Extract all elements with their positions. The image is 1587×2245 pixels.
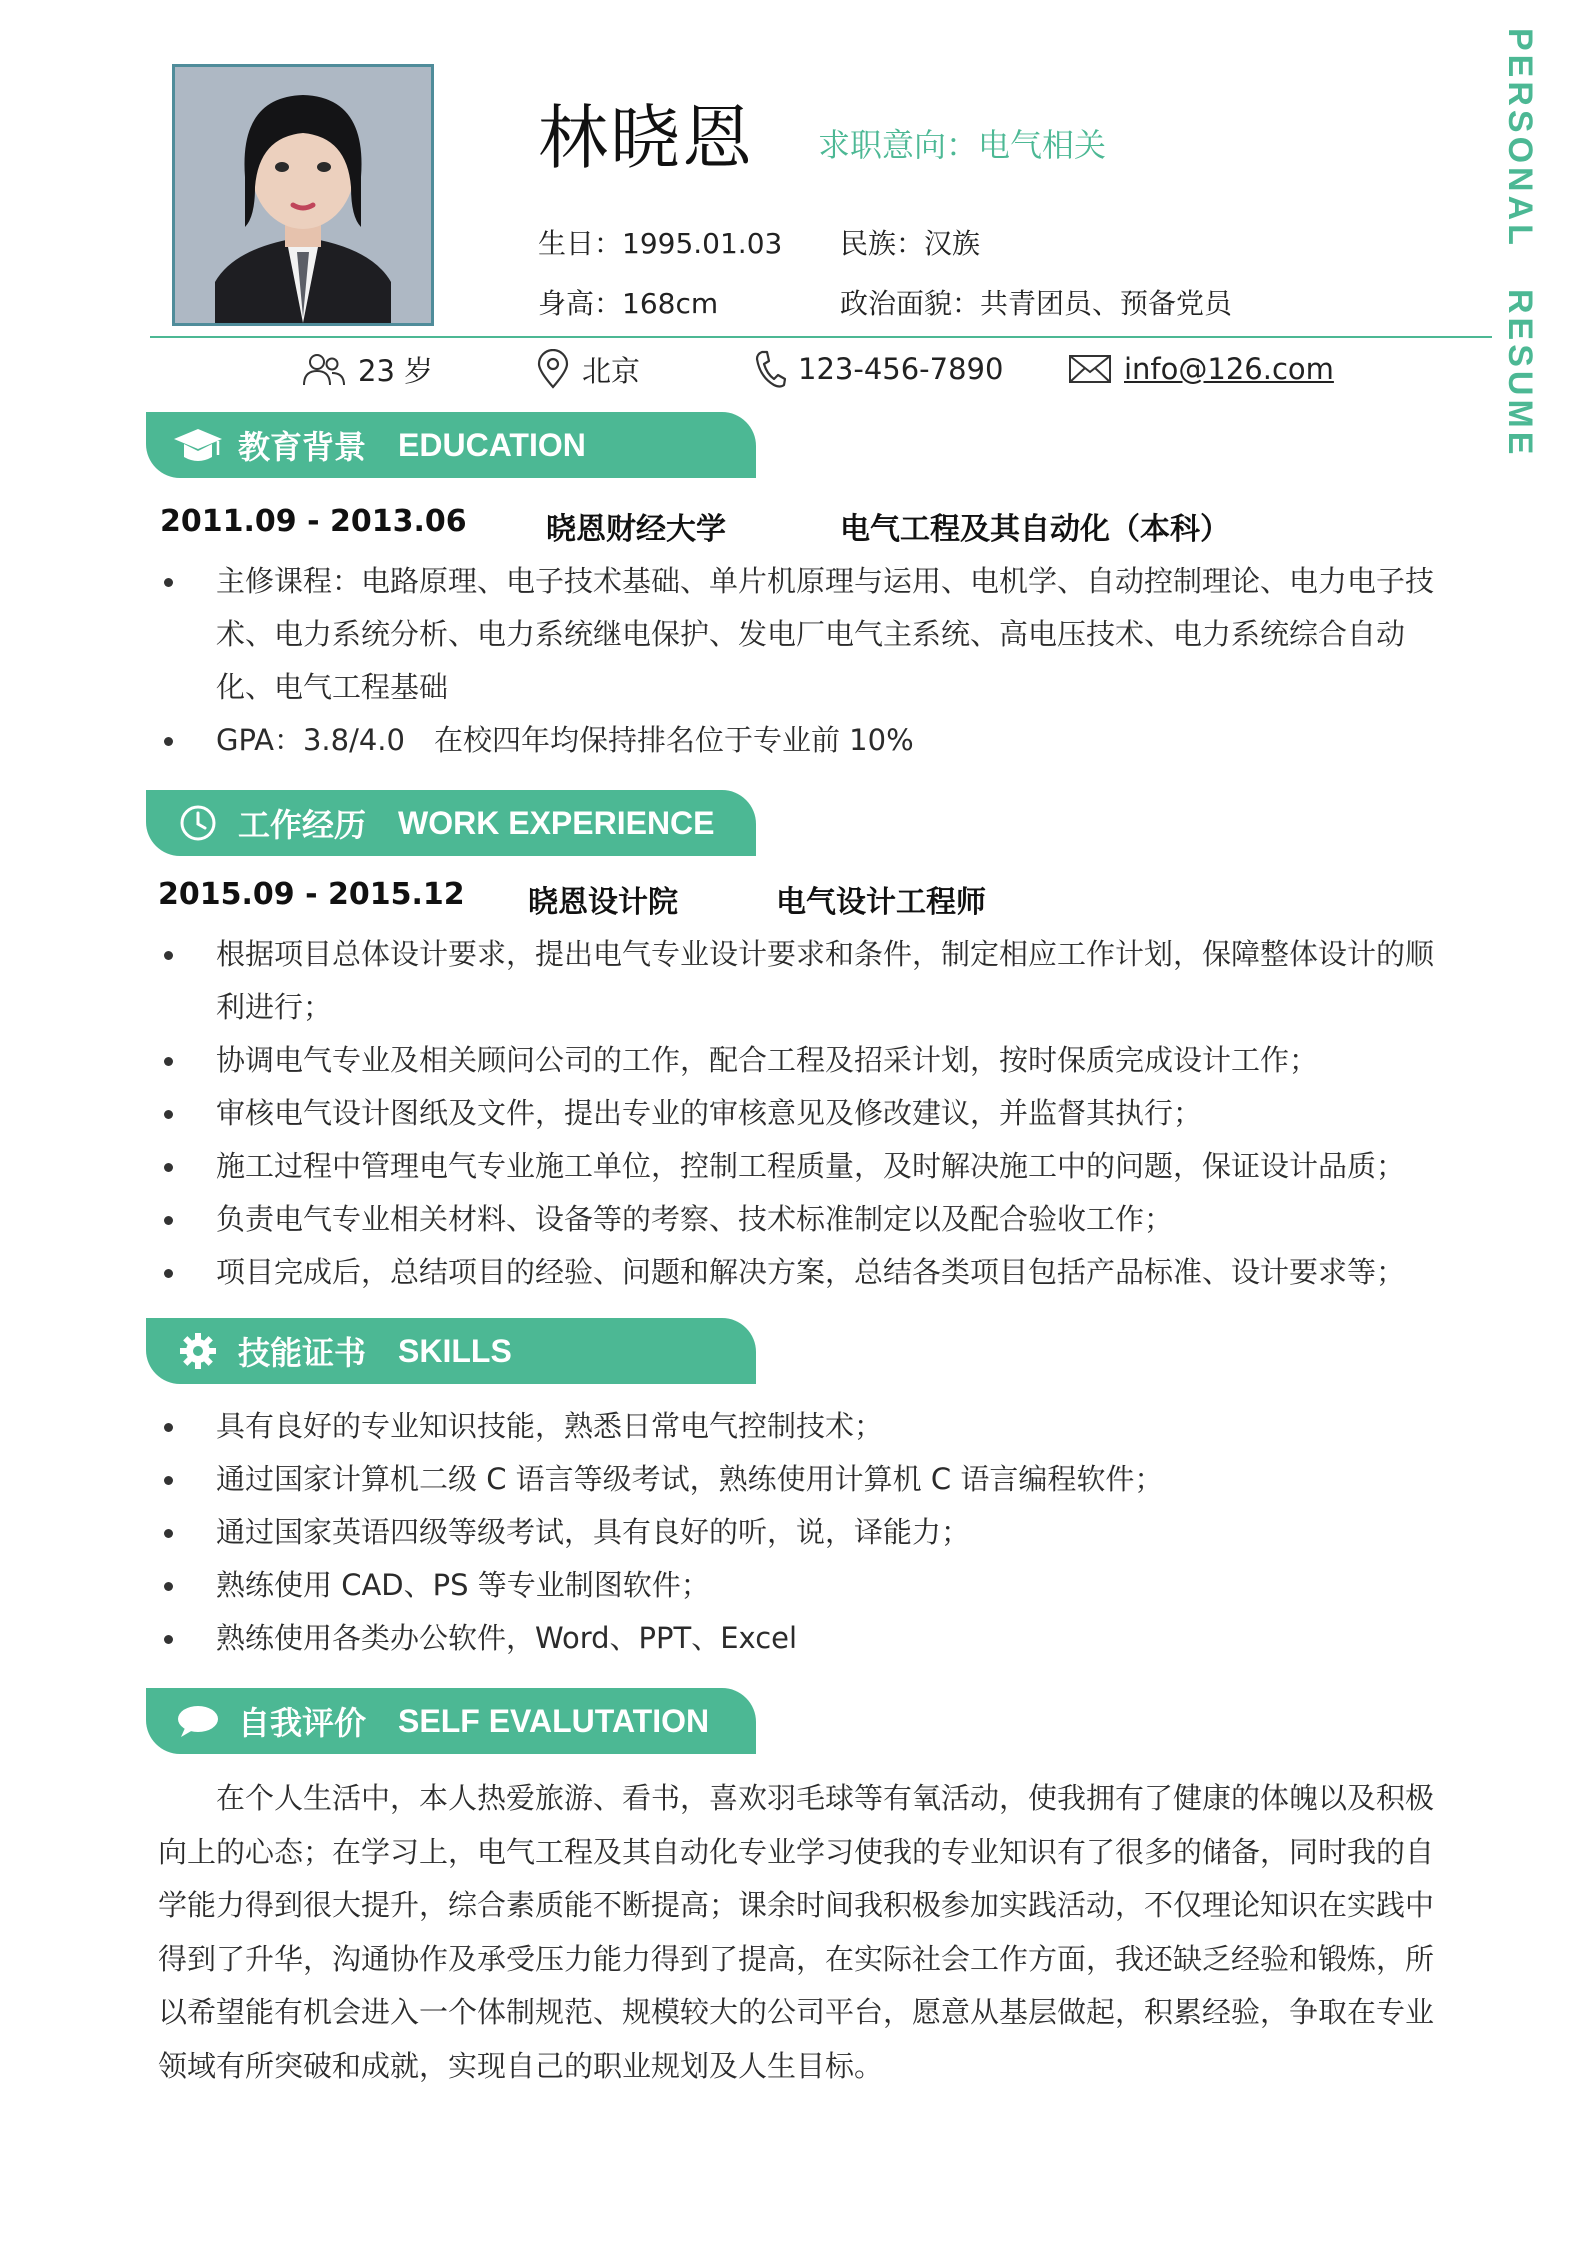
side-title-personal: PERSONAL bbox=[1501, 28, 1539, 249]
section-title-cn: 教育背景 bbox=[238, 428, 367, 466]
speech-bubble-icon bbox=[166, 1688, 230, 1754]
age-text: 23 岁 bbox=[358, 353, 434, 388]
clock-icon bbox=[166, 790, 230, 856]
section-title-en: EDUCATION bbox=[398, 426, 586, 463]
phone-icon bbox=[754, 349, 786, 389]
edu-major: 电气工程及其自动化（本科） bbox=[840, 512, 1230, 547]
skills-list bbox=[160, 1400, 1460, 1665]
list-item: 项目完成后，总结项目的经验、问题和解决方案，总结各类项目包括产品标准、设计要求等； bbox=[160, 1246, 1460, 1299]
contact-age bbox=[302, 348, 433, 390]
contact-email bbox=[1068, 348, 1334, 390]
email-link[interactable]: info@126.com bbox=[1124, 352, 1334, 386]
section-header-education bbox=[146, 412, 756, 478]
section-header-skills bbox=[146, 1318, 756, 1384]
location-pin-icon bbox=[536, 349, 570, 389]
list-item: GPA：3.8/4.0 在校四年均保持排名位于专业前 10% bbox=[160, 714, 1460, 767]
candidate-name: 林晓恩 bbox=[538, 97, 754, 179]
work-company: 晓恩设计院 bbox=[528, 885, 678, 920]
mail-icon bbox=[1068, 354, 1112, 384]
section-header-self-evaluation bbox=[146, 1688, 756, 1754]
list-item: 根据项目总体设计要求，提出电气专业设计要求和条件，制定相应工作计划，保障整体设计的顺利进行； bbox=[160, 928, 1460, 1034]
work-list bbox=[160, 928, 1460, 1299]
header-divider bbox=[150, 336, 1492, 338]
section-title-cn: 工作经历 bbox=[238, 806, 367, 844]
info-birthday: 生日：1995.01.03 bbox=[538, 227, 783, 260]
section-header-work bbox=[146, 790, 756, 856]
list-item: 协调电气专业及相关顾问公司的工作，配合工程及招采计划，按时保质完成设计工作； bbox=[160, 1034, 1460, 1087]
section-title-cn: 自我评价 bbox=[238, 1704, 367, 1742]
work-period: 2015.09 - 2015.12 bbox=[158, 877, 465, 912]
phone-text: 123-456-7890 bbox=[798, 352, 1004, 386]
list-item: 施工过程中管理电气专业施工单位，控制工程质量，及时解决施工中的问题，保证设计品质； bbox=[160, 1140, 1460, 1193]
list-item: 具有良好的专业知识技能，熟悉日常电气控制技术； bbox=[160, 1400, 1460, 1453]
people-icon bbox=[302, 351, 346, 387]
city-text: 北京 bbox=[582, 353, 641, 388]
job-intent: 求职意向：电气相关 bbox=[818, 126, 1107, 164]
section-title-en: WORK EXPERIENCE bbox=[398, 804, 715, 841]
profile-photo bbox=[172, 64, 434, 326]
portrait-image bbox=[175, 67, 431, 323]
list-item: 熟练使用各类办公软件，Word、PPT、Excel bbox=[160, 1612, 1460, 1665]
list-item: 熟练使用 CAD、PS 等专业制图软件； bbox=[160, 1559, 1460, 1612]
contact-phone bbox=[754, 348, 1003, 390]
work-title: 电气设计工程师 bbox=[776, 885, 986, 920]
contact-city bbox=[536, 348, 640, 390]
list-item: 负责电气专业相关材料、设备等的考察、技术标准制定以及配合验收工作； bbox=[160, 1193, 1460, 1246]
info-ethnicity: 民族：汉族 bbox=[840, 227, 981, 260]
info-height: 身高：168cm bbox=[538, 287, 719, 320]
list-item: 主修课程：电路原理、电子技术基础、单片机原理与运用、电机学、自动控制理论、电力电子技术、电力系统分析、电力系统继电保护、发电厂电气主系统、高电压技术、电力系统综合自动化、电气工程基础 bbox=[160, 555, 1460, 714]
education-list bbox=[160, 555, 1460, 767]
edu-school: 晓恩财经大学 bbox=[546, 512, 726, 547]
edu-period: 2011.09 - 2013.06 bbox=[160, 504, 467, 539]
list-item: 通过国家英语四级等级考试，具有良好的听，说，译能力； bbox=[160, 1506, 1460, 1559]
self-evaluation-text: 在个人生活中，本人热爱旅游、看书，喜欢羽毛球等有氧活动，使我拥有了健康的体魄以及积极向上的心态；在学习上，电气工程及其自动化专业学习使我的专业知识有了很多的储备，同时我的自学能力得到很大提升，综合素质能不断提高；课余时间我积极参加实践活动，不仅理论知识在实践中得到了升华，沟通协作及承受压力能力得到了提高，在实际社会工作方面，我还缺乏经验和锻炼，所以希望能有机会进入一个体制规范、规模较大的公司平台，愿意从基层做起，积累经验，争取在专业领域有所突破和成就，实现自己的职业规划及人生目标。 bbox=[158, 1781, 1435, 2083]
info-politics: 政治面貌：共青团员、预备党员 bbox=[840, 287, 1233, 320]
gear-icon bbox=[166, 1318, 230, 1384]
section-title-en: SELF EVALUTATION bbox=[398, 1702, 710, 1739]
list-item: 审核电气设计图纸及文件，提出专业的审核意见及修改建议，并监督其执行； bbox=[160, 1087, 1460, 1140]
section-title-en: SKILLS bbox=[398, 1332, 512, 1369]
side-title-resume: RESUME bbox=[1501, 288, 1539, 459]
list-item: 通过国家计算机二级 C 语言等级考试，熟练使用计算机 C 语言编程软件； bbox=[160, 1453, 1460, 1506]
side-title bbox=[1500, 28, 1539, 458]
graduation-cap-icon bbox=[166, 412, 230, 478]
section-title-cn: 技能证书 bbox=[238, 1334, 367, 1372]
